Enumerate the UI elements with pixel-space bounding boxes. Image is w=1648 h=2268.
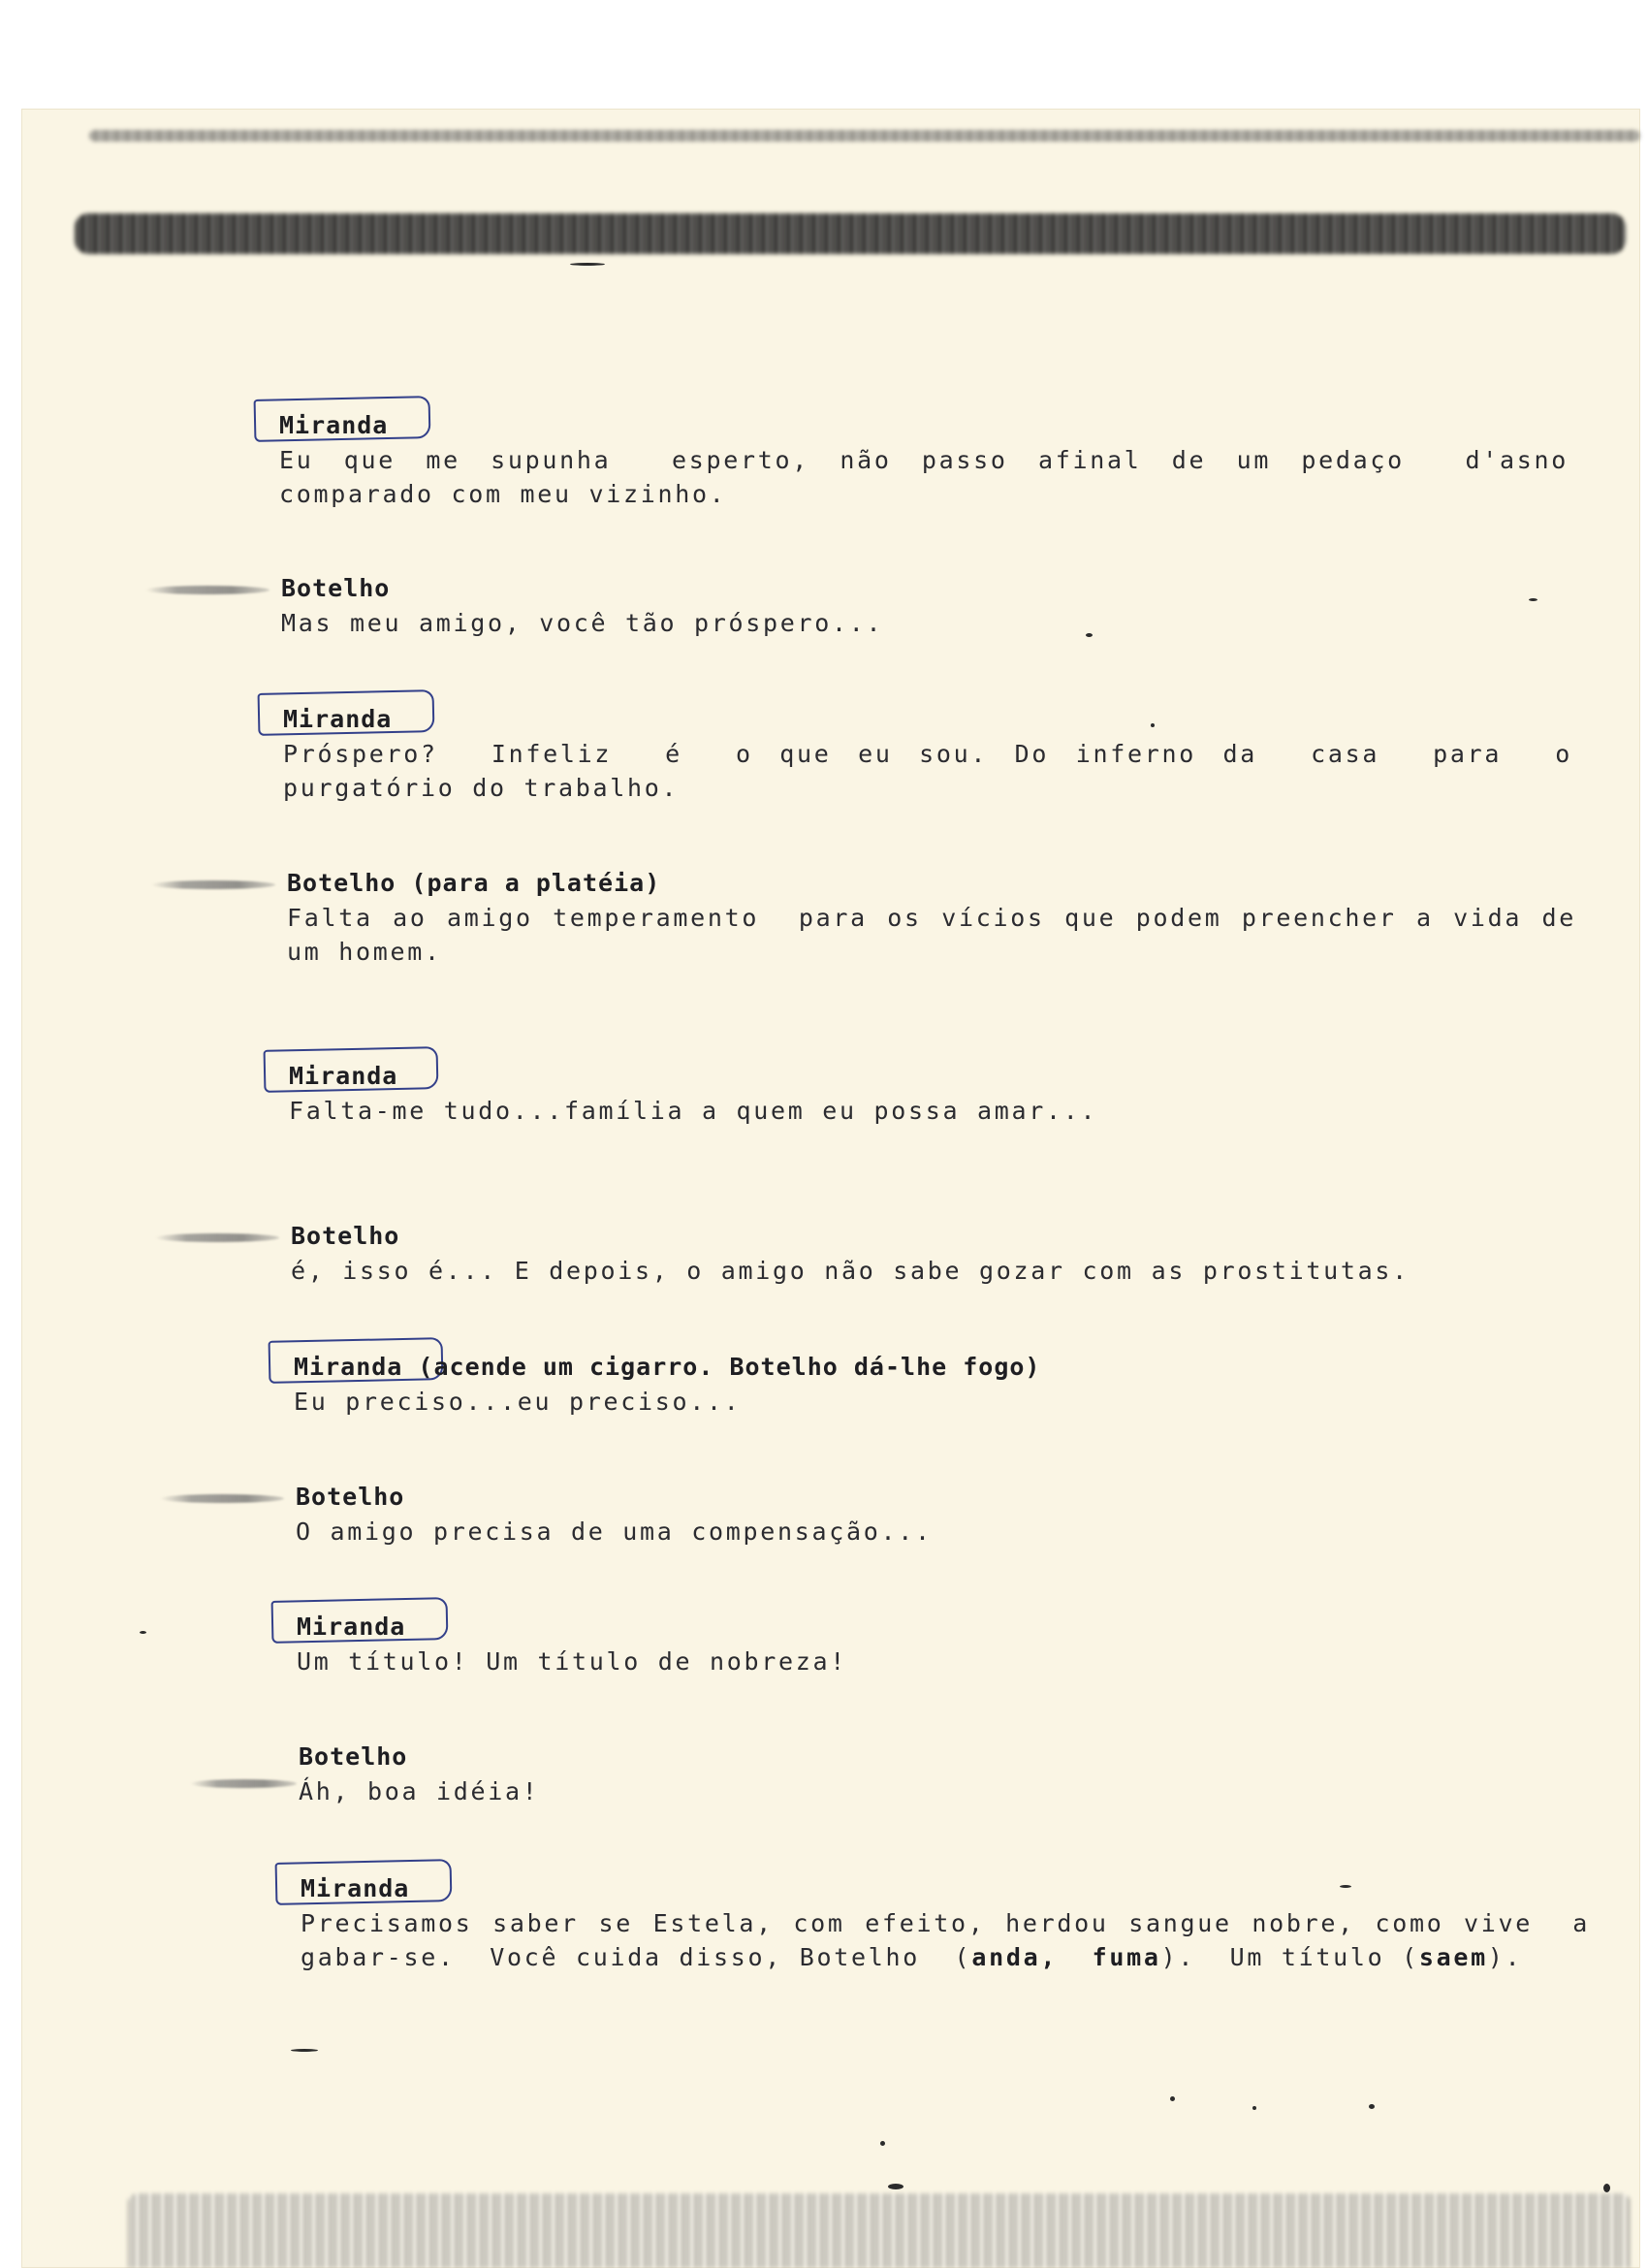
dialogue-entry — [294, 1353, 1583, 1419]
dialogue-line: O amigo precisa de uma compensação... — [296, 1517, 933, 1546]
dialogue-entry — [299, 1742, 1588, 1808]
ink-speck — [1369, 2104, 1375, 2109]
ink-speck — [1170, 2096, 1175, 2101]
speaker-name: Miranda — [294, 1353, 403, 1381]
dialogue-entry — [281, 574, 1570, 640]
speaker-heading — [299, 1742, 1588, 1772]
speaker-heading — [283, 705, 1572, 734]
dialogue-entry — [279, 411, 1586, 511]
speaker-heading — [287, 869, 1576, 898]
speaker-heading — [297, 1613, 1586, 1642]
pencil-mark — [145, 586, 269, 594]
ink-speck — [291, 2049, 318, 2052]
dialogue-entry — [287, 869, 1594, 969]
dialogue-text: ). — [1487, 1943, 1523, 1971]
speaker-name: Miranda — [297, 1613, 406, 1641]
speaker-name: Miranda — [283, 705, 393, 733]
dialogue-line: Falta-me tudo...família a quem eu possa amar... — [289, 1097, 1098, 1125]
script-dialogue — [21, 109, 1640, 2268]
dialogue-entry — [283, 705, 1590, 805]
dialogue-entry — [289, 1062, 1578, 1128]
pencil-mark — [151, 880, 275, 889]
dialogue-line: Um título! Um título de nobreza! — [297, 1647, 848, 1676]
ink-speck — [140, 1631, 146, 1634]
dialogue-entry — [296, 1483, 1585, 1549]
stage-direction: (para a platéia) — [411, 869, 661, 897]
speaker-name: Botelho — [296, 1483, 405, 1511]
speaker-name: Botelho — [299, 1742, 408, 1771]
speaker-heading — [296, 1483, 1585, 1512]
stage-direction: (acende um cigarro. Botelho dá-lhe fogo) — [418, 1353, 1041, 1381]
dialogue-entry — [297, 1613, 1586, 1678]
ink-speck — [880, 2141, 885, 2146]
pencil-mark — [190, 1779, 297, 1788]
ink-speck — [1252, 2106, 1256, 2110]
ink-speck — [1151, 723, 1155, 727]
dialogue-entry — [301, 1874, 1625, 1974]
ink-speck — [570, 263, 605, 266]
speaker-name: Botelho — [291, 1222, 400, 1250]
dialogue-line: Eu preciso...eu preciso... — [294, 1388, 742, 1416]
stage-direction: anda, fuma — [971, 1943, 1161, 1971]
dialogue-line: é, isso é... E depois, o amigo não sabe gozar com as prostitutas. — [291, 1257, 1410, 1285]
stage-direction: saem — [1418, 1943, 1488, 1971]
ink-speck — [1086, 633, 1093, 637]
ink-speck — [1340, 1885, 1351, 1888]
ink-speck — [1603, 2184, 1610, 2192]
dialogue-line: Falta ao amigo temperamento para os vícios que podem preencher a vida de um homem. — [287, 904, 1594, 966]
speaker-name: Miranda — [289, 1062, 398, 1090]
speaker-name: Botelho — [281, 574, 391, 602]
dialogue-line: Mas meu amigo, você tão próspero... — [281, 609, 884, 637]
speaker-heading — [281, 574, 1570, 603]
ink-speck — [1529, 598, 1537, 601]
dialogue-entry — [291, 1222, 1580, 1288]
dialogue-text: ). Um título ( — [1160, 1943, 1419, 1971]
pencil-mark — [160, 1494, 284, 1503]
dialogue-line: Próspero? Infeliz é o que eu sou. Do inferno da casa para o purgatório do trabalho. — [283, 740, 1590, 802]
speaker-heading — [301, 1874, 1590, 1903]
ink-speck — [888, 2184, 903, 2189]
script-page — [21, 109, 1640, 2268]
dialogue-line: Eu que me supunha esperto, não passo afinal de um pedaço d'asno comparado com meu vizinho. — [279, 446, 1586, 508]
pencil-mark — [155, 1233, 279, 1242]
speaker-heading — [291, 1222, 1580, 1251]
dialogue-line: Áh, boa idéia! — [299, 1777, 540, 1805]
speaker-name: Miranda — [279, 411, 389, 439]
speaker-name: Miranda — [301, 1874, 410, 1902]
speaker-heading — [289, 1062, 1578, 1091]
speaker-name: Botelho — [287, 869, 396, 897]
speaker-heading — [294, 1353, 1583, 1382]
speaker-heading — [279, 411, 1569, 440]
dialogue-line — [301, 1906, 1625, 1974]
dialogue-text: Precisamos saber se Estela, com efeito, herdou sangue nobre, como vive a gabar-se. Você cuida disso, Botelho ( — [301, 1909, 1625, 1971]
